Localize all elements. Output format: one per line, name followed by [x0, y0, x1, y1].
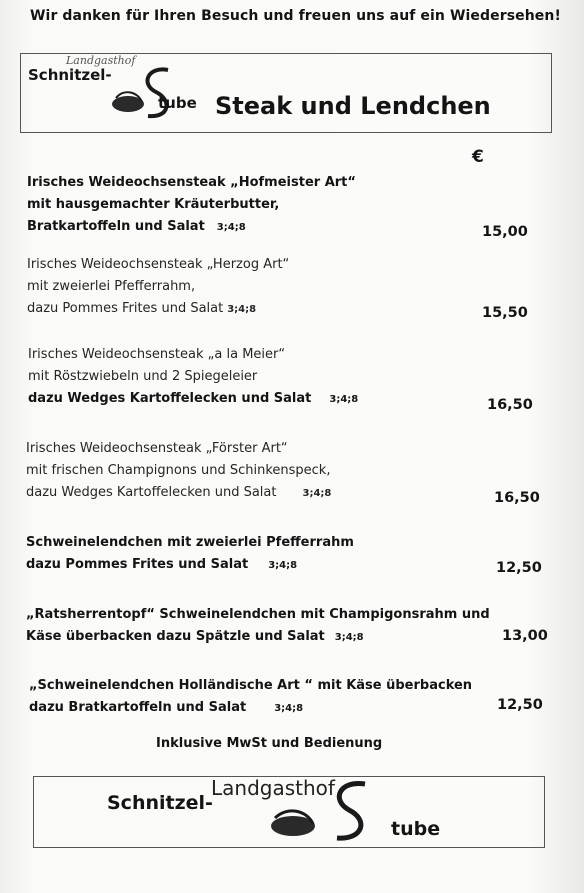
item-line: Irisches Weideochsensteak „Förster Art“	[26, 441, 288, 456]
logo-small-text: Landgasthof	[211, 776, 335, 800]
page-title: Steak und Lendchen	[215, 92, 491, 120]
menu-item	[27, 254, 289, 321]
currency-symbol: €	[472, 147, 484, 167]
menu-item	[27, 172, 356, 239]
item-line: Irisches Weideochsensteak „a la Meier“	[28, 347, 286, 362]
allergen-codes: 3;4;8	[329, 394, 359, 405]
logo-tube-text: tube	[158, 94, 197, 112]
item-line: Irisches Weideochsensteak „Herzog Art“	[27, 257, 290, 272]
allergen-codes: 3;4;8	[274, 703, 304, 714]
item-line: dazu Wedges Kartoffelecken und Salat 3;4;8	[28, 391, 359, 406]
item-price: 15,50	[482, 305, 528, 321]
item-line: dazu Wedges Kartoffelecken und Salat 3;4;8	[26, 485, 332, 500]
item-line: Schweinelendchen mit zweierlei Pfefferrahm	[26, 535, 354, 550]
tax-note: Inklusive MwSt und Bedienung	[156, 736, 383, 751]
allergen-codes: 3;4;8	[227, 304, 257, 315]
menu-item	[28, 344, 358, 411]
item-line: mit frischen Champignons und Schinkenspeck,	[26, 463, 331, 478]
logo-small-text: Landgasthof	[66, 54, 136, 67]
item-line: mit zweierlei Pfefferrahm,	[27, 279, 196, 294]
item-price: 12,50	[497, 697, 543, 713]
item-price: 15,00	[482, 224, 528, 240]
thank-you-line: Wir danken für Ihren Besuch und freuen uns auf ein Wiedersehen!	[30, 8, 561, 24]
item-price: 13,00	[502, 628, 548, 644]
allergen-codes: 3;4;8	[302, 488, 332, 499]
allergen-codes: 3;4;8	[268, 560, 298, 571]
logo-big-text: Schnitzel-	[28, 66, 112, 84]
allergen-codes: 3;4;8	[334, 632, 364, 643]
item-line: „Ratsherrentopf“ Schweinelendchen mit Champigonsrahm und	[26, 607, 490, 622]
item-line: Bratkartoffeln und Salat 3;4;8	[27, 219, 246, 234]
menu-item	[29, 675, 472, 720]
footer-logo	[105, 778, 465, 846]
menu-item	[26, 438, 331, 505]
logo-big-text: Schnitzel-	[107, 792, 213, 814]
menu-item	[26, 532, 354, 577]
item-line: dazu Pommes Frites und Salat 3;4;8	[27, 301, 257, 316]
logo-ampersand-icon	[245, 780, 385, 846]
allergen-codes: 3;4;8	[216, 222, 246, 233]
item-line: mit Röstzwiebeln und 2 Spiegeleier	[28, 369, 258, 384]
item-line: dazu Bratkartoffeln und Salat 3;4;8	[29, 700, 304, 715]
item-price: 16,50	[494, 490, 540, 506]
item-price: 12,50	[496, 560, 542, 576]
item-line: Käse überbacken dazu Spätzle und Salat 3;4;8	[26, 629, 364, 644]
logo-tube-text: tube	[391, 818, 441, 840]
menu-item	[26, 604, 490, 649]
item-price: 16,50	[487, 397, 533, 413]
header-logo	[26, 54, 216, 126]
item-line: Irisches Weideochsensteak „Hofmeister Art“	[27, 175, 356, 190]
item-line: mit hausgemachter Kräuterbutter,	[27, 197, 280, 212]
item-line: dazu Pommes Frites und Salat 3;4;8	[26, 557, 298, 572]
item-line: „Schweinelendchen Holländische Art “ mit Käse überbacken	[29, 678, 473, 693]
